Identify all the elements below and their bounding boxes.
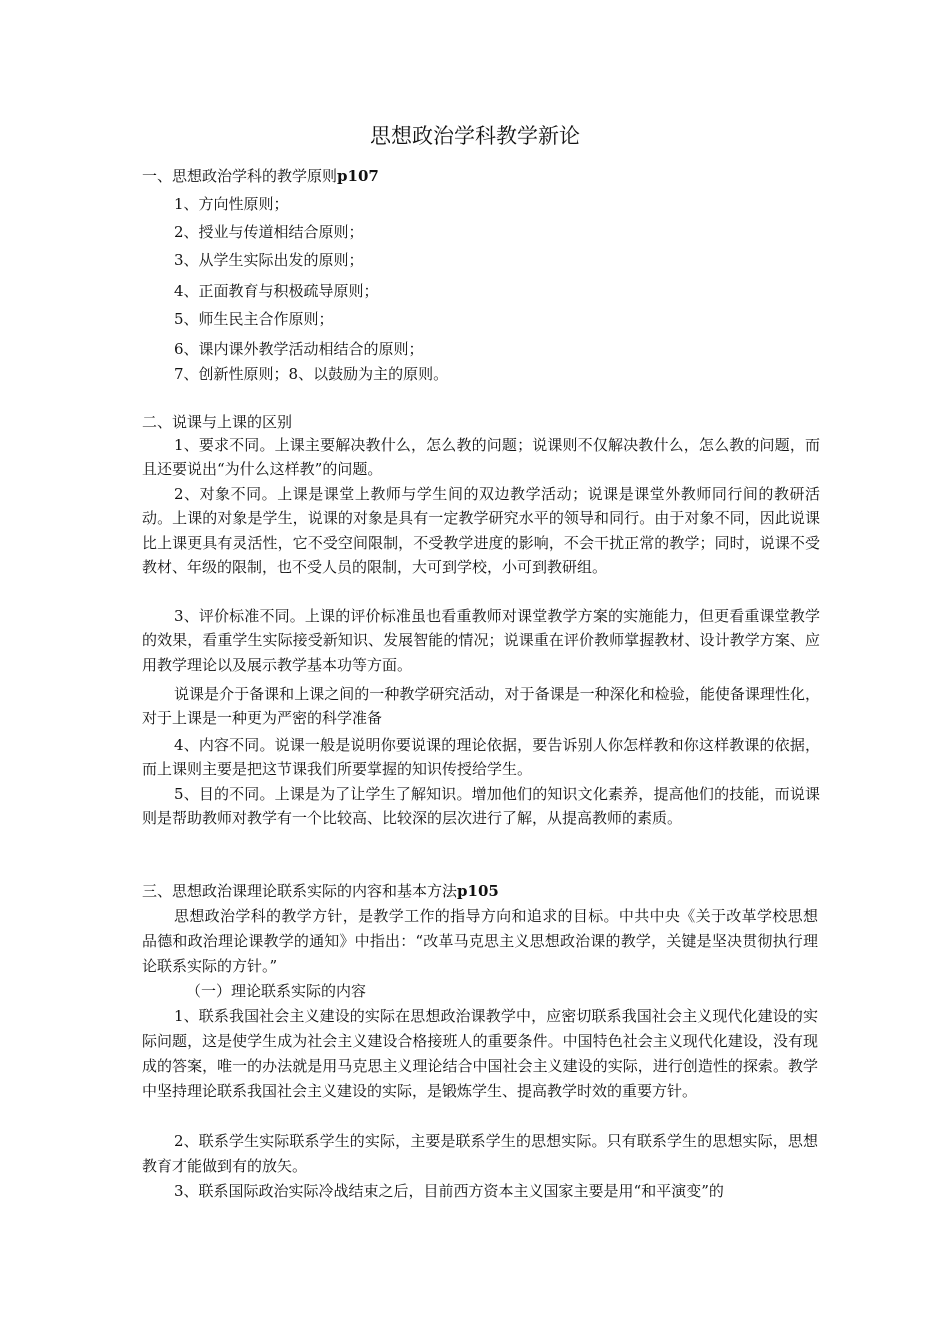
page-reference: p107 bbox=[337, 167, 379, 185]
document-title: 思想政治学科教学新论 bbox=[370, 124, 580, 148]
paragraph: 1、联系我国社会主义建设的实际在思想政治课教学中，应密切联系我国社会主义现代化建设的实际问题，这是使学生成为社会主义建设合格接班人的重要条件。中国特色社会主义现代化建设，没有现成的答案，唯一的办法就是用马克思主义理论结合中国社会主义建设的实际，进行创造性的探索。教学中坚持理论联系我国社会主义建设的实际，是锻炼学生、提高教学时效的重要方针。 bbox=[142, 1007, 818, 1100]
paragraph: 思想政治学科的教学方针，是教学工作的指导方向和追求的目标。中共中央《关于改革学校思想品德和政治理论课教学的通知》中指出：“改革马克思主义思想政治课的教学，关键是坚决贯彻执行理论联系实际的方针。” bbox=[142, 907, 818, 975]
paragraph: 2、联系学生实际联系学生的实际，主要是联系学生的思想实际。只有联系学生的思想实际，思想教育才能做到有的放矢。 bbox=[142, 1132, 818, 1175]
principle-item: 3、从学生实际出发的原则； bbox=[174, 251, 364, 269]
paragraph: 5、目的不同。上课是为了让学生了解知识。增加他们的知识文化素养，提高他们的技能，而说课则是帮助教师对教学有一个比较高、比较深的层次进行了解，从提高教师的素质。 bbox=[142, 785, 820, 828]
section-heading-2: 二、说课与上课的区别 bbox=[142, 413, 293, 431]
section-heading-3 bbox=[142, 881, 499, 901]
paragraph: 1、要求不同。上课主要解决教什么，怎么教的问题；说课则不仅解决教什么，怎么教的问题，而且还要说出“为什么这样教”的问题。 bbox=[142, 436, 820, 479]
section-heading-1 bbox=[142, 166, 379, 186]
principle-item: 6、课内课外教学活动相结合的原则； bbox=[174, 340, 424, 358]
principle-item: 2、授业与传道相结合原则； bbox=[174, 223, 364, 241]
principle-item: 7、创新性原则；8、以鼓励为主的原则。 bbox=[174, 365, 449, 383]
section-heading-text: 一、思想政治学科的教学原则 bbox=[142, 167, 338, 185]
principle-item: 4、正面教育与积极疏导原则； bbox=[174, 282, 379, 300]
principle-item: 5、师生民主合作原则； bbox=[174, 310, 334, 328]
paragraph: 说课是介于备课和上课之间的一种教学研究活动，对于备课是一种深化和检验，能使备课理性化，对于上课是一种更为严密的科学准备 bbox=[142, 685, 820, 728]
subheading: （一）理论联系实际的内容 bbox=[186, 982, 367, 1000]
section-heading-text: 三、思想政治课理论联系实际的内容和基本方法 bbox=[142, 882, 458, 900]
page-reference: p105 bbox=[457, 882, 499, 900]
paragraph: 2、对象不同。上课是课堂上教师与学生间的双边教学活动；说课是课堂外教师同行间的教研活动。上课的对象是学生，说课的对象是具有一定教学研究水平的领导和同行。由于对象不同，因此说课比上课更具有灵活性，它不受空间限制，不受教学进度的影响，不会干扰正常的教学；同时，说课不受教材、年级的限制，也不受人员的限制，大可到学校，小可到教研组。 bbox=[142, 485, 820, 577]
paragraph: 3、联系国际政治实际冷战结束之后，目前西方资本主义国家主要是用“和平演变”的 bbox=[174, 1182, 724, 1200]
paragraph: 4、内容不同。说课一般是说明你要说课的理论依据，要告诉别人你怎样教和你这样教课的依据，而上课则主要是把这节课我们所要掌握的知识传授给学生。 bbox=[142, 736, 820, 779]
paragraph: 3、评价标准不同。上课的评价标准虽也看重教师对课堂教学方案的实施能力，但更看重课堂教学的效果，看重学生实际接受新知识、发展智能的情况；说课重在评价教师掌握教材、设计教学方案、应用教学理论以及展示教学基本功等方面。 bbox=[142, 607, 820, 674]
principle-item: 1、方向性原则； bbox=[174, 195, 289, 213]
